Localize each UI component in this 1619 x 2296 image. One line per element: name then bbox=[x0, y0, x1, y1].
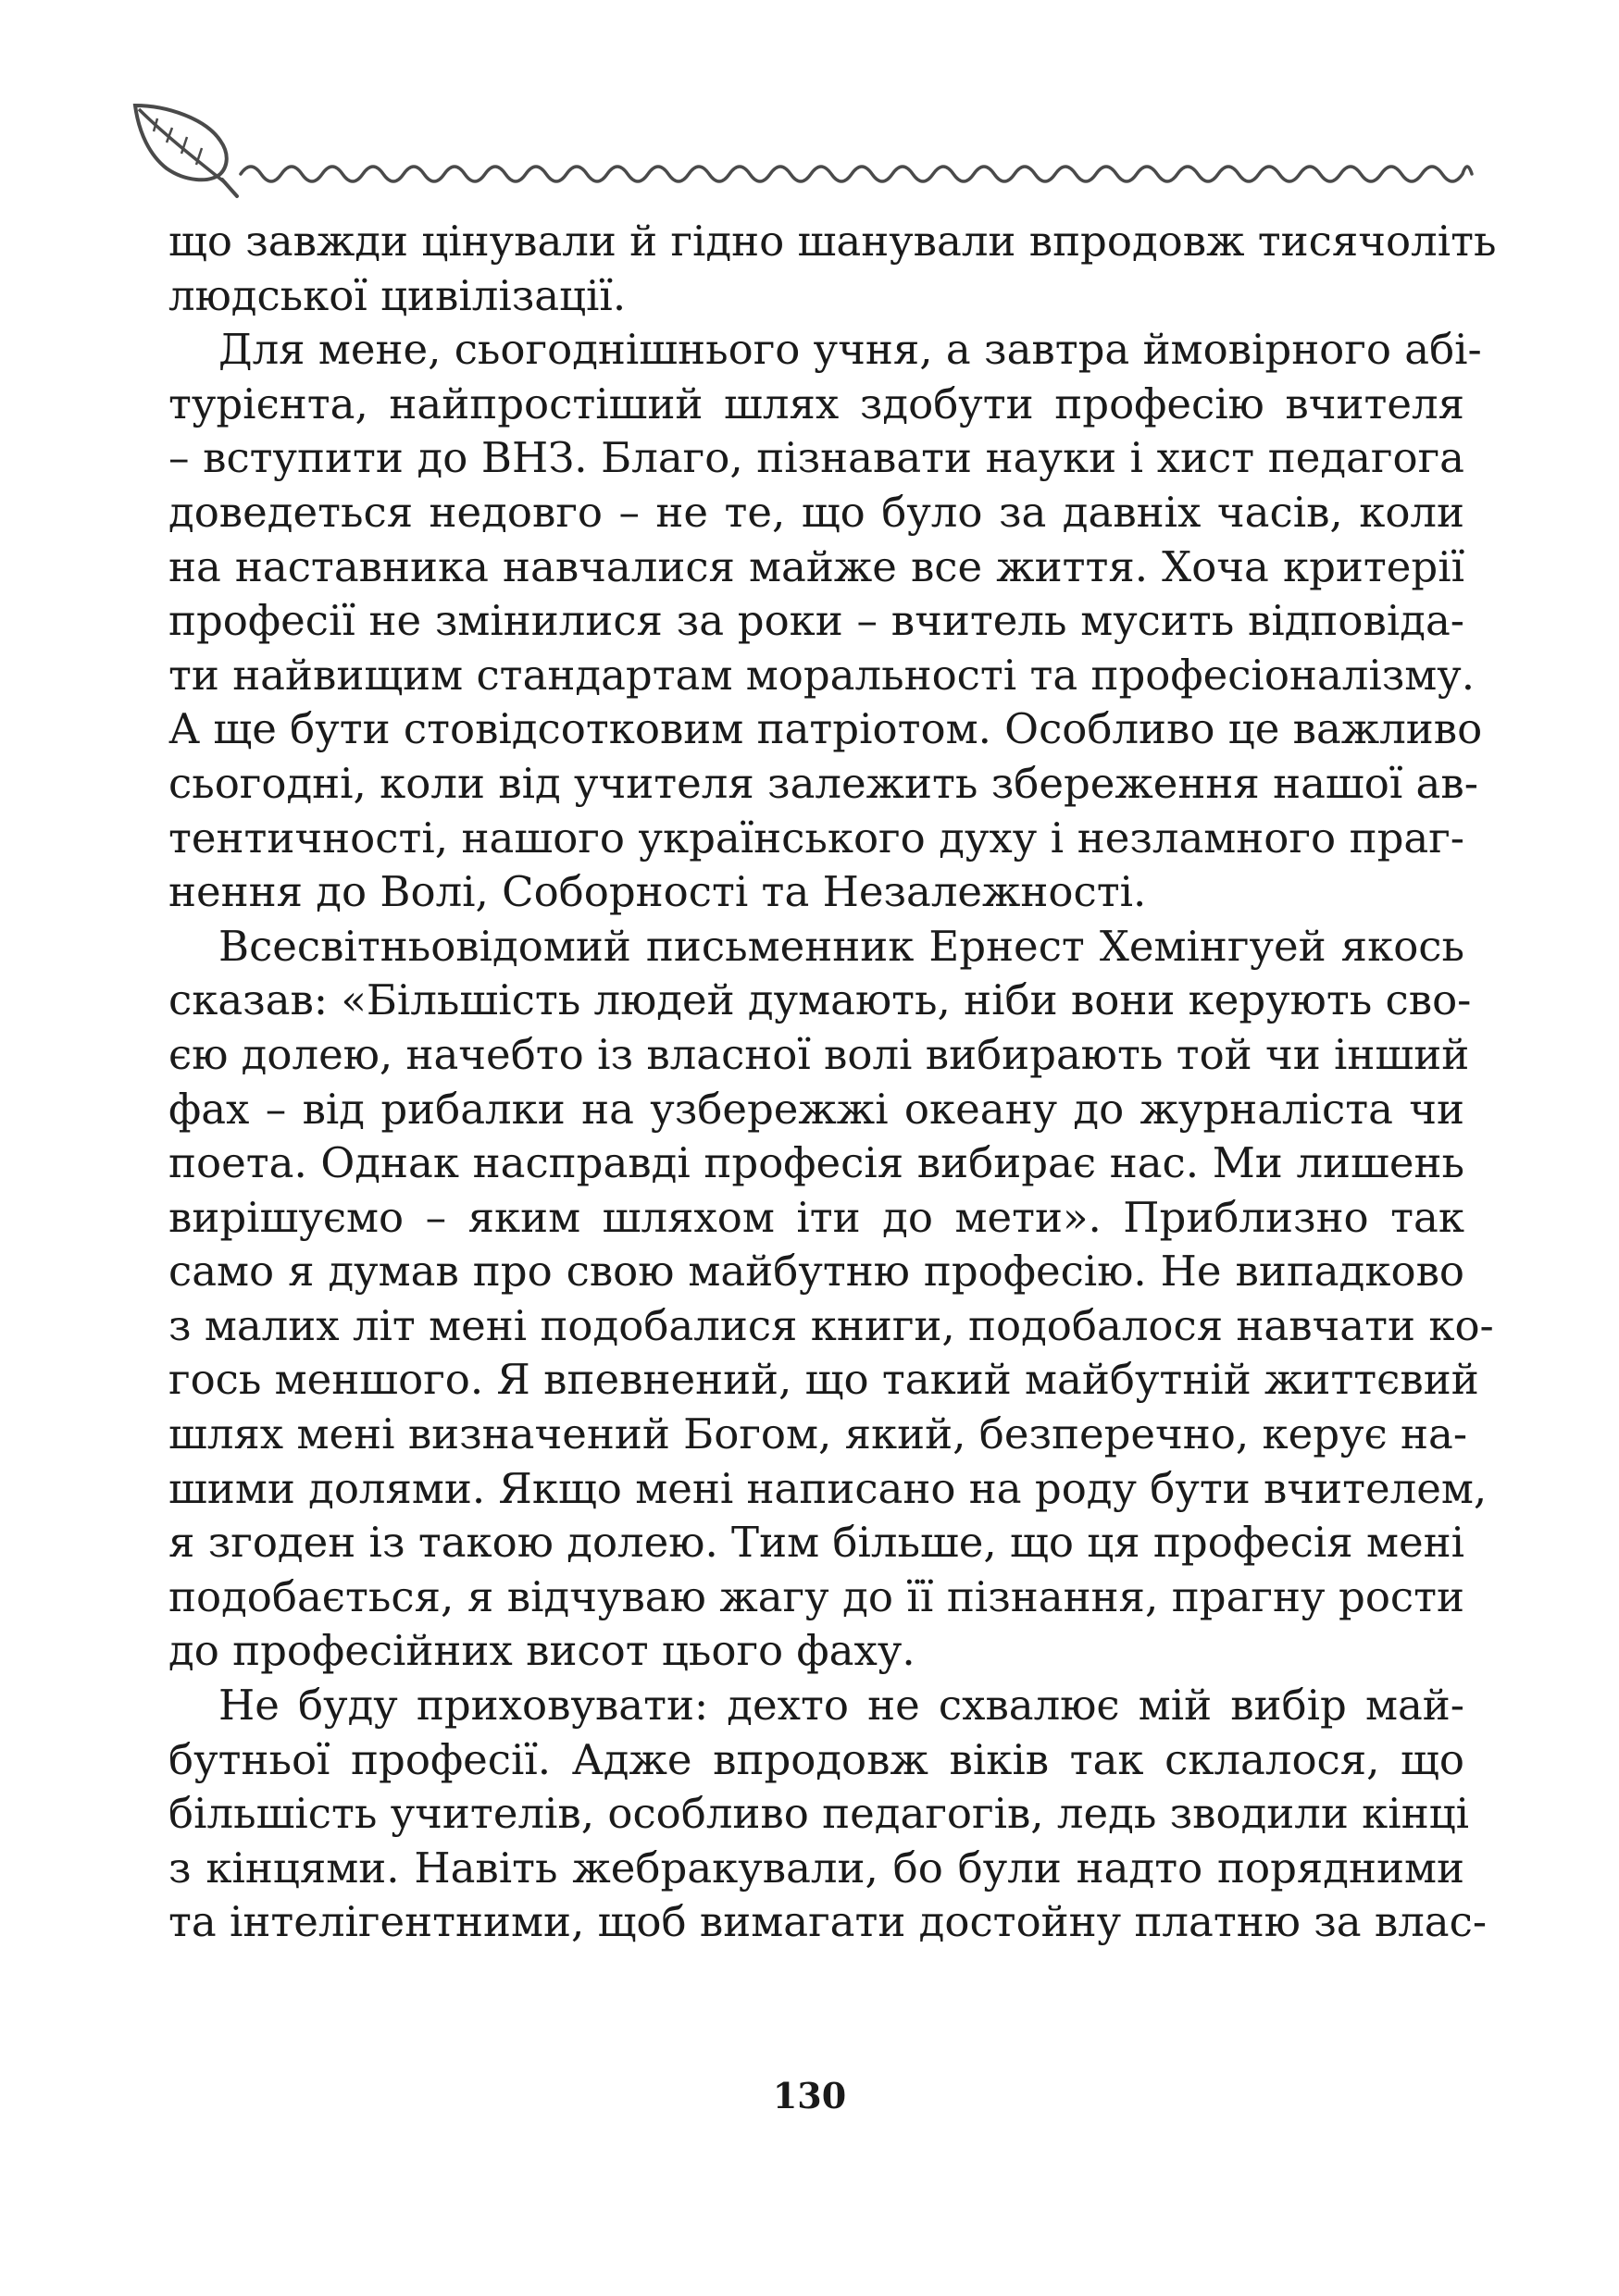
paragraph bbox=[168, 920, 1494, 1679]
text-line: Не буду приховувати: дехто не схвалює мій вибір май- bbox=[218, 1681, 1464, 1731]
text-line: нення до Волі, Соборності та Незалежності. bbox=[168, 867, 1147, 917]
text-line: з кінцями. Навіть жебракували, бо були надто порядними bbox=[168, 1843, 1464, 1893]
text-line: ти найвищим стандартам моральності та професіоналізму. bbox=[168, 650, 1476, 700]
text-line: та інтелігентними, щоб вимагати достойну платню за влас- bbox=[168, 1897, 1488, 1947]
text-line: – вступити до ВНЗ. Благо, пізнавати науки і хист педагога bbox=[168, 433, 1464, 483]
text-line: доведеться недовго – не те, що було за давніх часів, коли bbox=[168, 487, 1464, 537]
text-line: гось меншого. Я впевнений, що такий майбутній життєвий bbox=[168, 1355, 1479, 1405]
text-line: фах – від рибалки на узбережжі океану до журналіста чи bbox=[168, 1084, 1464, 1134]
body-text bbox=[168, 215, 1497, 1950]
text-line: Всесвітньовідомий письменник Ернест Хемінгуей якось bbox=[218, 921, 1464, 971]
text-line: єю долею, начебто із власної волі вибирають той чи інший bbox=[168, 1029, 1470, 1079]
text-line: подобається, я відчуваю жагу до її пізнання, прагну рости bbox=[168, 1571, 1464, 1621]
text-line: Для мене, сьогоднішнього учня, а завтра ймовірного абі- bbox=[218, 325, 1482, 375]
paragraph bbox=[168, 215, 1497, 323]
text-line: турієнта, найпростіший шлях здобути професію вчителя bbox=[168, 379, 1464, 428]
text-line: само я думав про свою майбутню професію. Не випадково bbox=[168, 1247, 1464, 1297]
paragraph bbox=[168, 323, 1483, 920]
text-line: я згоден із такою долею. Тим більше, що ця професія мені bbox=[168, 1518, 1464, 1568]
text-line: шлях мені визначений Богом, який, безперечно, керує на- bbox=[168, 1409, 1468, 1459]
text-line: тентичності, нашого українського духу і незламного праг- bbox=[168, 813, 1464, 863]
text-line: поета. Однак насправді професія вибирає нас. Ми лишень bbox=[168, 1138, 1464, 1188]
text-line: А ще бути стовідсотковим патріотом. Особливо це важливо bbox=[168, 704, 1483, 754]
page-number: 130 bbox=[772, 2075, 847, 2116]
text-line: що завжди цінували й гідно шанували впродовж тисячоліть bbox=[168, 217, 1497, 266]
text-line: вирішуємо – яким шляхом іти до мети». Приблизно так bbox=[168, 1192, 1464, 1242]
text-line: сьогодні, коли від учителя залежить збереження нашої ав- bbox=[168, 758, 1478, 808]
feather-quill-icon bbox=[135, 105, 237, 196]
wavy-divider bbox=[241, 167, 1472, 181]
paragraph bbox=[168, 1679, 1488, 1950]
text-line: на наставника навчалися майже все життя. Хоча критерії bbox=[168, 541, 1464, 591]
text-line: шими долями. Якщо мені написано на роду бути вчителем, bbox=[168, 1463, 1488, 1513]
text-line: бутньої професії. Адже впродовж віків так склалося, що bbox=[168, 1734, 1464, 1784]
text-line: з малих літ мені подобалися книги, подобалося навчати ко- bbox=[168, 1300, 1494, 1350]
text-line: професії не змінилися за роки – вчитель мусить відповіда- bbox=[168, 596, 1464, 646]
text-line: сказав: «Більшість людей думають, ніби вони керують сво- bbox=[168, 975, 1472, 1025]
text-line: до професійних висот цього фаху. bbox=[168, 1626, 915, 1676]
text-line: людської цивілізації. bbox=[168, 270, 627, 320]
text-line: більшість учителів, особливо педагогів, ледь зводили кінці bbox=[168, 1789, 1470, 1839]
header-ornament bbox=[130, 100, 1481, 202]
